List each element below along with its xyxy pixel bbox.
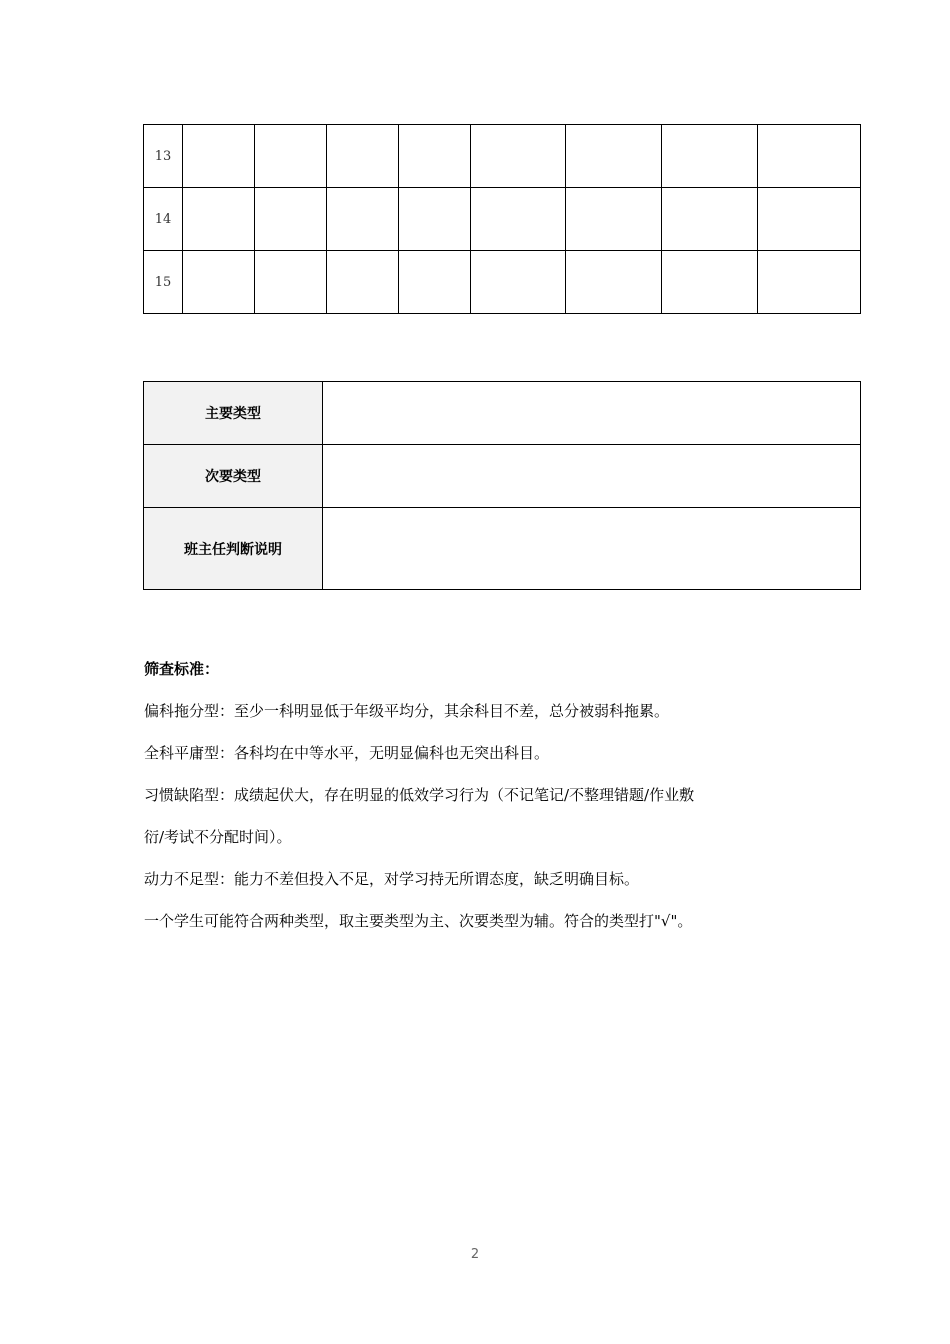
table-row	[144, 188, 861, 251]
table-cell[interactable]	[470, 251, 566, 314]
table-cell[interactable]	[326, 125, 398, 188]
table-cell[interactable]	[398, 188, 470, 251]
table-cell[interactable]	[254, 125, 326, 188]
table-cell[interactable]	[398, 251, 470, 314]
table-row	[144, 125, 861, 188]
table-row	[144, 445, 861, 508]
criteria-line-part: 衍/考试不分配时间）。	[144, 828, 292, 846]
table-cell[interactable]	[758, 251, 861, 314]
table-cell[interactable]	[326, 188, 398, 251]
row-number: 13	[144, 125, 183, 188]
table-cell[interactable]	[566, 251, 662, 314]
primary-type-field[interactable]	[323, 382, 861, 445]
criteria-title: 筛查标准：	[144, 660, 220, 678]
secondary-type-label: 次要类型	[144, 445, 323, 508]
table-cell[interactable]	[566, 125, 662, 188]
student-type-table	[143, 381, 861, 590]
page-number: 2	[470, 1247, 480, 1262]
student-score-table	[143, 124, 861, 314]
table-cell[interactable]	[662, 125, 758, 188]
table-cell[interactable]	[566, 188, 662, 251]
table-cell[interactable]	[470, 188, 566, 251]
table-cell[interactable]	[182, 251, 254, 314]
table-cell[interactable]	[254, 188, 326, 251]
table-cell[interactable]	[662, 188, 758, 251]
table-cell[interactable]	[326, 251, 398, 314]
screening-criteria	[144, 656, 844, 950]
primary-type-label: 主要类型	[144, 382, 323, 445]
table-cell[interactable]	[470, 125, 566, 188]
teacher-note-field[interactable]	[323, 508, 861, 590]
table-cell[interactable]	[662, 251, 758, 314]
criteria-line: 一个学生可能符合两种类型，取主要类型为主、次要类型为辅。符合的类型打"√"。	[144, 912, 693, 930]
table-row	[144, 251, 861, 314]
criteria-line	[144, 782, 844, 850]
teacher-note-label: 班主任判断说明	[144, 508, 323, 590]
table-cell[interactable]	[254, 251, 326, 314]
table-row	[144, 508, 861, 590]
row-number: 14	[144, 188, 183, 251]
table-cell[interactable]	[758, 188, 861, 251]
table-cell[interactable]	[758, 125, 861, 188]
table-cell[interactable]	[182, 125, 254, 188]
criteria-line: 动力不足型：能力不差但投入不足，对学习持无所谓态度，缺乏明确目标。	[144, 870, 640, 888]
table-cell[interactable]	[398, 125, 470, 188]
criteria-line-part: 习惯缺陷型：成绩起伏大，存在明显的低效学习行为（不记笔记/不整理错题/作业敷	[144, 786, 695, 804]
criteria-line: 全科平庸型：各科均在中等水平，无明显偏科也无突出科目。	[144, 744, 550, 762]
table-cell[interactable]	[182, 188, 254, 251]
secondary-type-field[interactable]	[323, 445, 861, 508]
criteria-line: 偏科拖分型：至少一科明显低于年级平均分，其余科目不差，总分被弱科拖累。	[144, 702, 670, 720]
table-row	[144, 382, 861, 445]
row-number: 15	[144, 251, 183, 314]
